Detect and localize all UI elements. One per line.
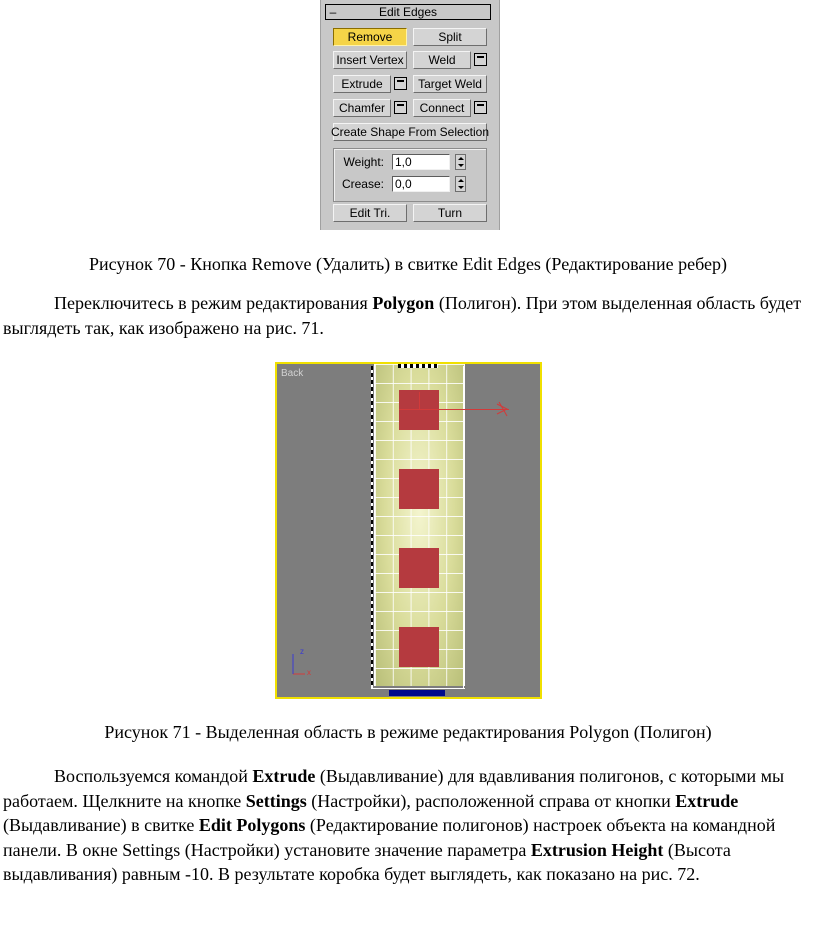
collapse-icon[interactable]: –: [329, 5, 337, 19]
paragraph-text: (Выдавливание) для вдавливания полигонов, с которыми мы работаем. Щелкните на кнопке: [3, 766, 785, 811]
insert-vertex-button[interactable]: Insert Vertex: [333, 51, 407, 69]
bold-term: Extrude: [675, 790, 739, 811]
weld-settings-icon[interactable]: [474, 53, 487, 66]
figure-71-caption: Рисунок 71 - Выделенная область в режиме редактирования Polygon (Полигон): [104, 722, 712, 742]
crease-label: Crease:: [341, 177, 384, 191]
selected-edge-bar: [389, 690, 445, 696]
chamfer-settings-icon[interactable]: [394, 101, 407, 114]
paragraph-text: Воспользуемся командой: [54, 766, 253, 786]
extrude-button[interactable]: Extrude: [333, 75, 391, 93]
paragraph-polygon-mode: [3, 291, 811, 340]
rollout-title: Edit Edges: [378, 5, 438, 19]
bold-term: Settings: [245, 790, 307, 811]
gizmo-arrow-icon: [277, 364, 517, 424]
selection-outline-bottom: [371, 688, 465, 689]
bold-term: Edit Polygons: [198, 815, 306, 835]
paragraph-text: (Выдавливание) в свитке: [3, 815, 199, 835]
crease-spinner[interactable]: [455, 176, 466, 192]
weight-crease-group: [333, 148, 487, 202]
weight-field[interactable]: 1,0: [392, 154, 450, 170]
target-weld-button[interactable]: Target Weld: [413, 75, 487, 93]
paragraph-text: Переключитесь в режим редактирования: [54, 293, 373, 313]
bold-term: Extrusion Height: [530, 839, 664, 860]
remove-button[interactable]: Remove: [333, 28, 407, 46]
paragraph-text: (Редактирование полигонов) настроек объекта на командной панели. В окне Settings (Настройки) установите значение параметра: [3, 815, 776, 860]
selected-polygon[interactable]: [399, 627, 439, 667]
split-button[interactable]: Split: [413, 28, 487, 46]
edit-edges-panel: [320, 0, 500, 230]
paragraph-extrude: [3, 764, 811, 887]
figure-70-caption: Рисунок 70 - Кнопка Remove (Удалить) в свитке Edit Edges (Редактирование ребер): [88, 254, 728, 274]
weight-spinner[interactable]: [455, 154, 466, 170]
edit-tri-button[interactable]: Edit Tri.: [333, 204, 407, 222]
viewport-label[interactable]: Back: [281, 368, 304, 379]
paragraph-text: (Полигон). При этом выделенная область будет выглядеть так, как изображено на рис. 71.: [3, 293, 802, 338]
axis-x-label: x: [307, 668, 311, 677]
paragraph-text: (Высота выдавливания) равным -10. В результате коробка будет выглядеть, как показано на рис. 72.: [3, 839, 731, 884]
connect-button[interactable]: Connect: [413, 99, 471, 117]
axis-z-label: z: [300, 647, 304, 656]
connect-settings-icon[interactable]: [474, 101, 487, 114]
paragraph-text: (Настройки), расположенной справа от кнопки: [306, 790, 676, 811]
bold-term: Extrude: [252, 766, 316, 786]
chamfer-button[interactable]: Chamfer: [333, 99, 391, 117]
weight-label: Weight:: [343, 155, 384, 169]
rollout-header[interactable]: [325, 4, 491, 20]
back-viewport[interactable]: [275, 362, 542, 699]
weld-button[interactable]: Weld: [413, 51, 471, 69]
bold-term: Polygon: [372, 293, 435, 313]
selected-polygon[interactable]: [399, 469, 439, 509]
turn-button[interactable]: Turn: [413, 204, 487, 222]
create-shape-button[interactable]: Create Shape From Selection: [330, 125, 490, 139]
crease-field[interactable]: 0,0: [392, 176, 450, 192]
extrude-settings-icon[interactable]: [394, 77, 407, 90]
selected-polygon[interactable]: [399, 548, 439, 588]
